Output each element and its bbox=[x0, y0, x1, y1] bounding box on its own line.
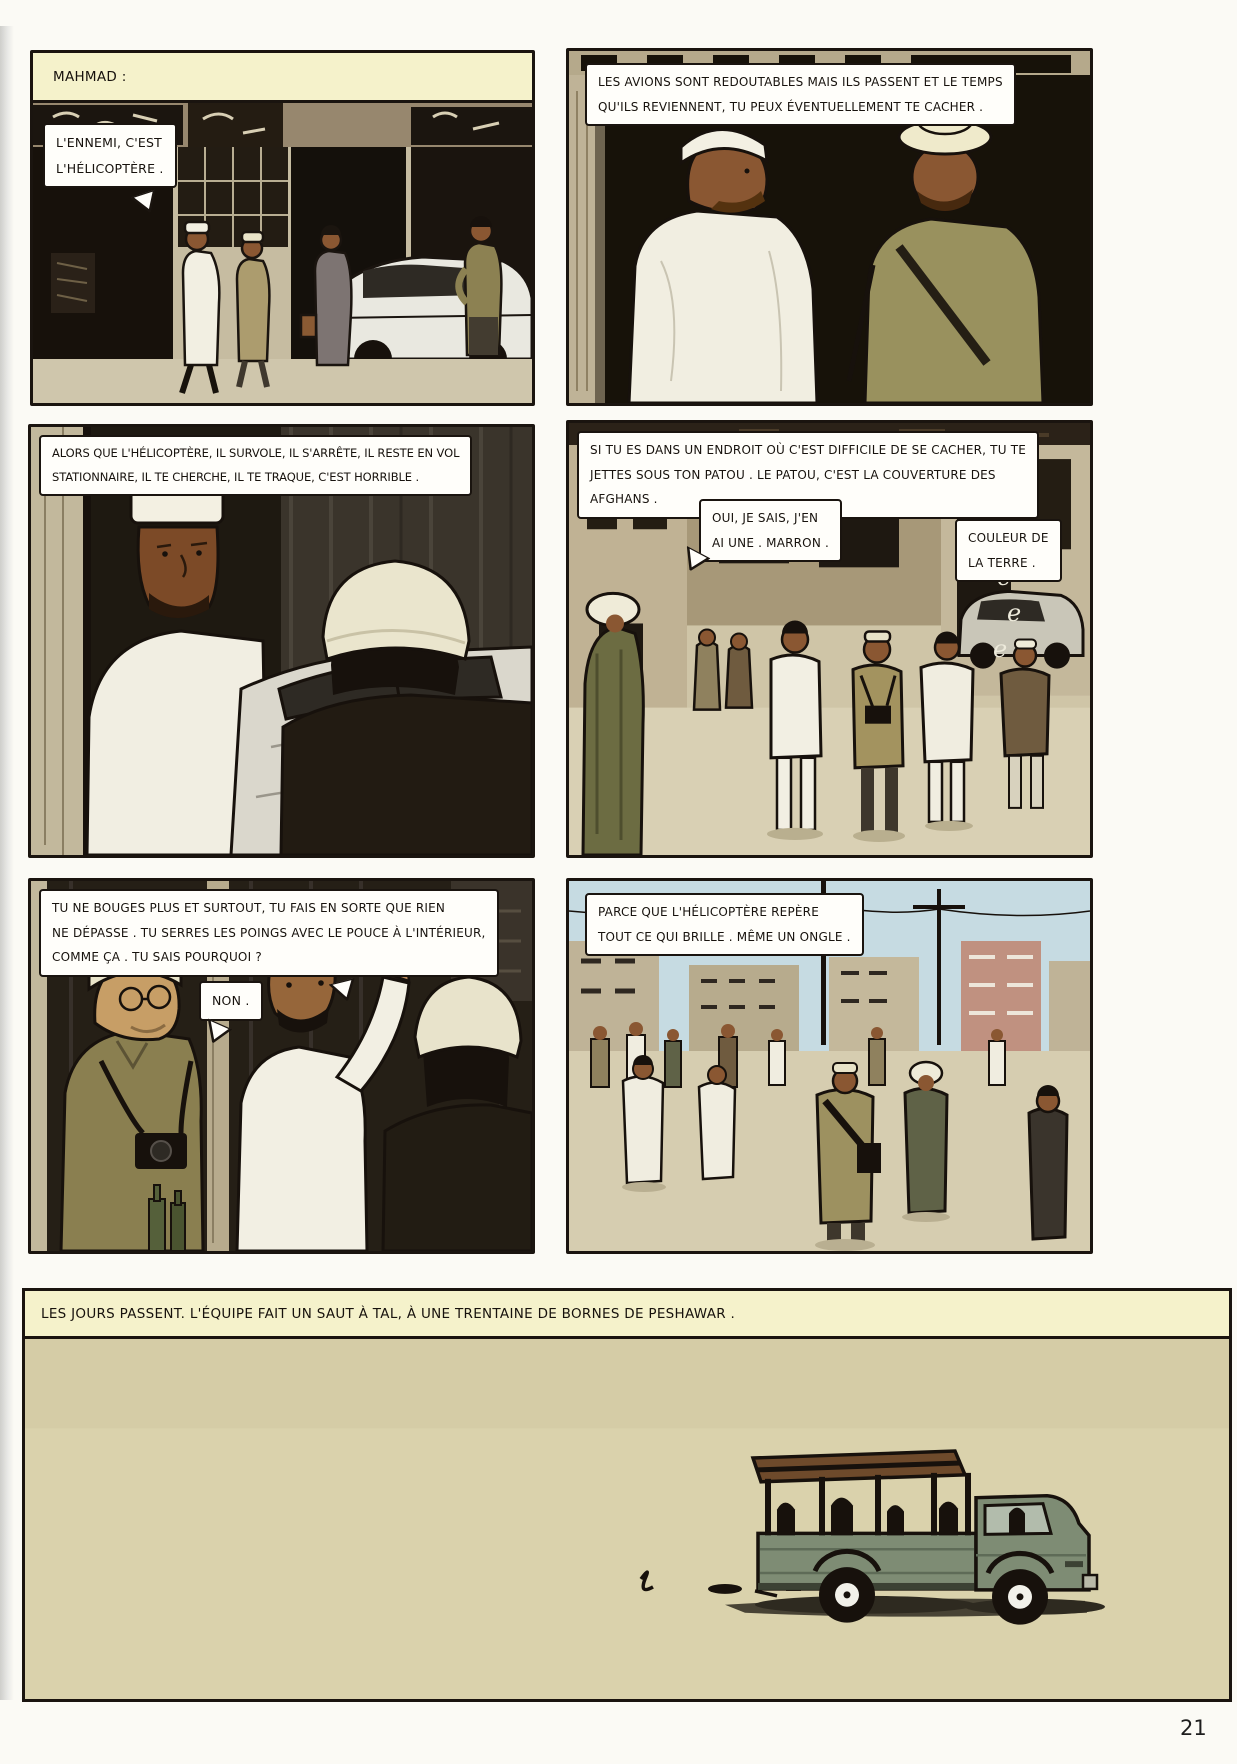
panel-2 bbox=[566, 48, 1093, 406]
caption-mahmad: MAHMAD : bbox=[53, 68, 127, 85]
bubble-line: NON . bbox=[212, 993, 250, 1008]
bubble-line: JETTES SOUS TON PATOU . LE PATOU, C'EST LA COUVERTURE DES bbox=[590, 467, 996, 482]
bubble-line: AFGHANS . bbox=[590, 492, 658, 507]
panel-4 bbox=[566, 420, 1093, 858]
bubble-line: L'HÉLICOPTÈRE . bbox=[56, 160, 164, 176]
panel-7-desert bbox=[22, 1288, 1232, 1702]
bubble-line: QU'ILS REVIENNENT, TU PEUX ÉVENTUELLEMENT TE CACHER . bbox=[598, 99, 984, 114]
bubble-line: L'ENNEMI, C'EST bbox=[56, 135, 162, 150]
bubble-line: STATIONNAIRE, IL TE CHERCHE, IL TE TRAQUE, C'EST HORRIBLE . bbox=[52, 469, 420, 484]
bubble-line: LES AVIONS SONT REDOUTABLES MAIS ILS PASSENT ET LE TEMPS bbox=[598, 75, 1003, 89]
panel-6 bbox=[566, 878, 1093, 1254]
panel-1 bbox=[30, 50, 535, 406]
speech-bubble-ennemi bbox=[43, 123, 177, 188]
panel-3 bbox=[28, 424, 535, 858]
speech-bubble-couleur bbox=[955, 519, 1062, 582]
desert-truck-artwork bbox=[25, 1339, 1229, 1699]
panel-5 bbox=[28, 878, 535, 1254]
bubble-line: ALORS QUE L'HÉLICOPTÈRE, IL SURVOLE, IL S'ARRÊTE, IL RESTE EN VOL bbox=[52, 446, 460, 460]
bubble-line: TU NE BOUGES PLUS ET SURTOUT, TU FAIS EN SORTE QUE RIEN bbox=[52, 901, 446, 915]
panel-1-caption bbox=[33, 53, 532, 103]
speech-bubble-avions bbox=[585, 63, 1016, 126]
scan-edge-shadow bbox=[0, 26, 14, 1700]
bubble-line: NE DÉPASSE . TU SERRES LES POINGS AVEC LE POUCE À L'INTÉRIEUR, bbox=[52, 925, 486, 940]
speech-bubble-helico bbox=[39, 435, 472, 496]
bubble-line: PARCE QUE L'HÉLICOPTÈRE REPÈRE bbox=[598, 905, 819, 919]
speech-bubble-marron bbox=[699, 499, 842, 562]
bubble-line: LA TERRE . bbox=[968, 555, 1036, 570]
bubble-line: COULEUR DE bbox=[968, 531, 1049, 545]
bubble-line: COMME ÇA . TU SAIS POURQUOI ? bbox=[52, 950, 262, 965]
caption-les-jours-passent: LES JOURS PASSENT. L'ÉQUIPE FAIT UN SAUT À TAL, À UNE TRENTAINE DE BORNES DE PESHAWAR . bbox=[41, 1305, 736, 1322]
graffiti-letter-e: e bbox=[993, 635, 1008, 663]
bubble-line: OUI, JE SAIS, J'EN bbox=[712, 511, 819, 525]
speech-bubble-non bbox=[199, 981, 263, 1021]
bubble-line: SI TU ES DANS UN ENDROIT OÙ C'EST DIFFICILE DE SE CACHER, TU TE bbox=[590, 443, 1027, 457]
speech-bubble-brille bbox=[585, 893, 864, 956]
speech-bubble-poings bbox=[39, 889, 499, 977]
bubble-line: AI UNE . MARRON . bbox=[712, 535, 830, 550]
bubble-line: TOUT CE QUI BRILLE . MÊME UN ONGLE . bbox=[598, 929, 851, 944]
graffiti-letter-e: e bbox=[1007, 599, 1022, 627]
panel-7-caption bbox=[25, 1291, 1229, 1339]
page-number: 21 bbox=[1180, 1716, 1207, 1740]
